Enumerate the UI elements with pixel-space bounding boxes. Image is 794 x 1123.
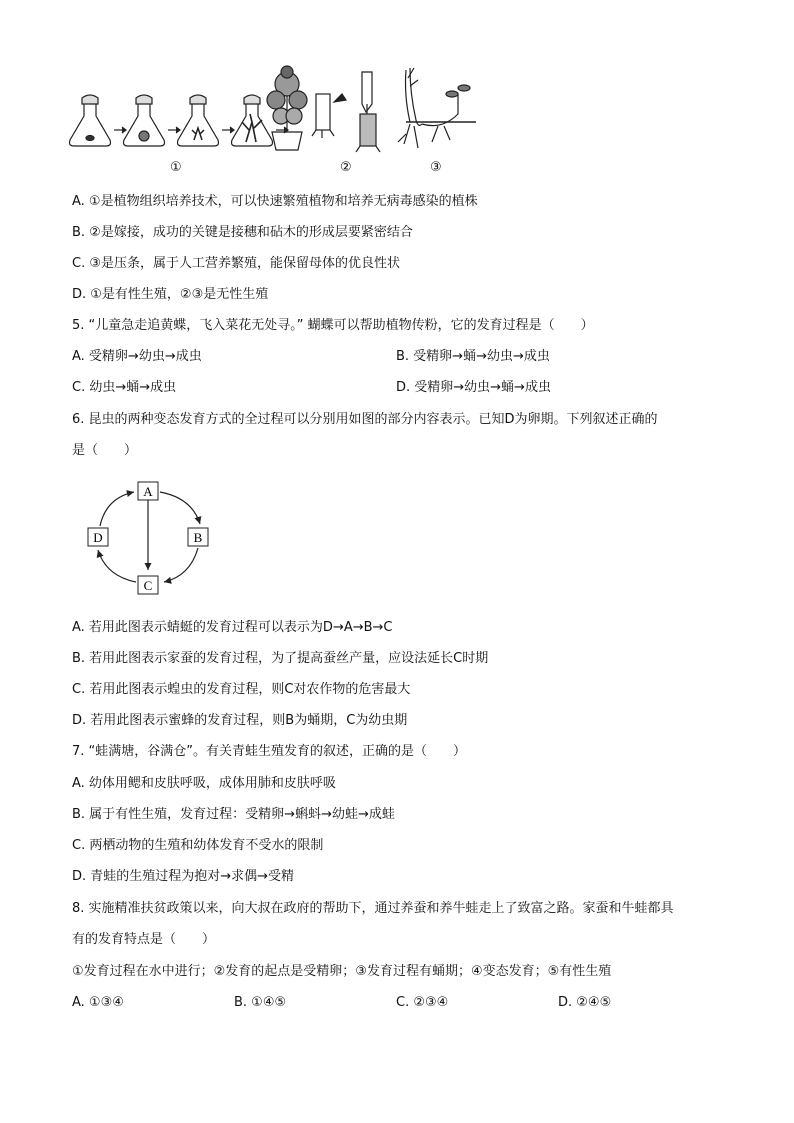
culture-flask-4 bbox=[232, 95, 273, 146]
q5-option-c: C. 幼虫→蛹→成虫 bbox=[72, 380, 177, 395]
q8-option-c: C. ②③④ bbox=[396, 995, 449, 1010]
q6-stem-line1: 6. 昆虫的两种变态发育方式的全过程可以分别用如图的部分内容表示。已知D为卵期。下列叙述正确的 bbox=[72, 412, 658, 427]
potted-plant bbox=[267, 66, 307, 150]
q5-stem: 5. “儿童急走追黄蝶，飞入菜花无处寻。” 蝴蝶可以帮助植物传粉，它的发育过程是（ ） bbox=[72, 318, 594, 333]
q8-option-b: B. ①④⑤ bbox=[234, 995, 287, 1010]
q7-stem: 7. “蛙满塘，谷满仓”。有关青蛙生殖发育的叙述，正确的是（ ） bbox=[72, 744, 467, 759]
node-c bbox=[138, 576, 158, 594]
q7-option-d: D. 青蛙的生殖过程为抱对→求偶→受精 bbox=[72, 869, 295, 884]
q4-option-a: A. ①是植物组织培养技术，可以快速繁殖植物和培养无病毒感染的植株 bbox=[72, 194, 478, 209]
q7-option-c: C. 两栖动物的生殖和幼体发育不受水的限制 bbox=[72, 838, 324, 853]
node-b bbox=[188, 528, 208, 546]
node-a bbox=[138, 482, 158, 500]
svg-text:A: A bbox=[143, 484, 153, 499]
q6-option-d: D. 若用此图表示蜜蜂的发育过程，则B为蛹期，C为幼虫期 bbox=[72, 713, 408, 728]
q6-option-a: A. 若用此图表示蜻蜓的发育过程可以表示为D→A→B→C bbox=[72, 620, 393, 635]
arrow-c-d bbox=[98, 550, 136, 582]
q5-option-d: D. 受精卵→幼虫→蛹→成虫 bbox=[396, 380, 551, 395]
q5-option-a: A. 受精卵→幼虫→成虫 bbox=[72, 349, 202, 364]
figure-label-2: ② bbox=[340, 160, 352, 175]
node-d bbox=[88, 528, 108, 546]
arrow-b-c bbox=[164, 548, 198, 582]
q8-stem-line2: 有的发育特点是（ ） bbox=[72, 932, 216, 947]
q8-option-a: A. ①③④ bbox=[72, 995, 124, 1010]
propagation-figure bbox=[66, 64, 486, 156]
q7-option-a: A. 幼体用鳃和皮肤呼吸，成体用肺和皮肤呼吸 bbox=[72, 776, 336, 791]
culture-flask-1 bbox=[70, 95, 111, 146]
insect-cycle-diagram bbox=[80, 476, 220, 604]
q8-option-d: D. ②④⑤ bbox=[558, 995, 612, 1010]
q4-option-c: C. ③是压条，属于人工营养繁殖，能保留母体的优良性状 bbox=[72, 256, 400, 271]
arrow-a-b bbox=[160, 492, 200, 524]
q8-statements: ①发育过程在水中进行；②发育的起点是受精卵；③发育过程有蛹期；④变态发育；⑤有性生殖 bbox=[72, 964, 612, 979]
q4-option-b: B. ②是嫁接，成功的关键是接穗和砧木的形成层要紧密结合 bbox=[72, 225, 413, 240]
svg-text:B: B bbox=[193, 530, 203, 545]
culture-flask-3 bbox=[178, 95, 219, 146]
q6-stem-line2: 是（ ） bbox=[72, 443, 138, 458]
figure-label-3: ③ bbox=[430, 160, 442, 175]
q5-option-b: B. 受精卵→蛹→幼虫→成虫 bbox=[396, 349, 550, 364]
q6-option-c: C. 若用此图表示蝗虫的发育过程，则C对农作物的危害最大 bbox=[72, 682, 411, 697]
svg-text:C: C bbox=[143, 578, 153, 593]
arrow-d-a bbox=[100, 492, 134, 526]
layering-illustration bbox=[398, 68, 476, 148]
culture-flask-2 bbox=[124, 95, 165, 146]
q7-option-b: B. 属于有性生殖，发育过程：受精卵→蝌蚪→幼蛙→成蛙 bbox=[72, 807, 395, 822]
q6-option-b: B. 若用此图表示家蚕的发育过程，为了提高蚕丝产量，应设法延长C时期 bbox=[72, 651, 489, 666]
grafting-illustration bbox=[312, 72, 380, 152]
q4-option-d: D. ①是有性生殖，②③是无性生殖 bbox=[72, 287, 269, 302]
figure-label-1: ① bbox=[170, 160, 182, 175]
svg-text:D: D bbox=[93, 530, 103, 545]
q8-stem-line1: 8. 实施精准扶贫政策以来，向大叔在政府的帮助下，通过养蚕和养牛蛙走上了致富之路。家蚕和牛蛙都具 bbox=[72, 901, 674, 916]
